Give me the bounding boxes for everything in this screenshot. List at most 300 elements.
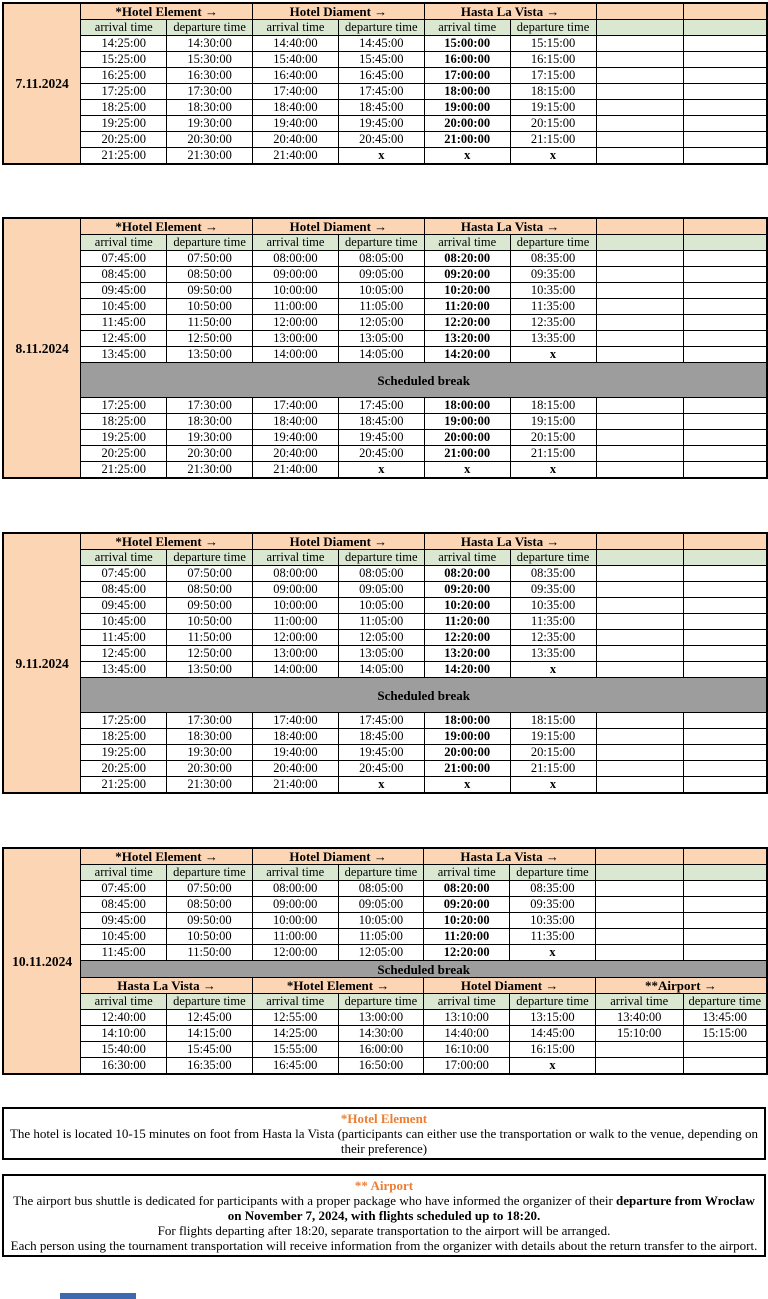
- time-cell: 08:50:00: [166, 897, 252, 913]
- hotel-header-cell: Hasta La Vista →: [424, 218, 596, 235]
- time-cell: 14:15:00: [166, 1026, 252, 1042]
- time-cell: 11:00:00: [253, 614, 339, 630]
- table-row: [3, 3, 767, 20]
- date-cell: 7.11.2024: [3, 3, 81, 164]
- time-cell: 20:40:00: [253, 132, 339, 148]
- time-cell: 12:55:00: [252, 1010, 338, 1026]
- subheader-cell: arrival time: [253, 20, 339, 36]
- table-row: [3, 745, 767, 761]
- empty-cell: [596, 116, 683, 132]
- table-row: [3, 865, 767, 881]
- empty-header-cell: [683, 3, 767, 20]
- note-airport-line2: For flights departing after 18:20, separate transportation to the airport will be arranged.: [157, 1223, 611, 1238]
- date-cell: 10.11.2024: [3, 848, 81, 1074]
- time-cell: 11:45:00: [81, 315, 167, 331]
- empty-header-cell: [683, 533, 767, 550]
- time-cell: 12:00:00: [253, 315, 339, 331]
- table-row: [3, 646, 767, 662]
- time-cell: 11:50:00: [167, 315, 253, 331]
- time-cell: 21:30:00: [167, 777, 253, 794]
- empty-cell: [683, 446, 767, 462]
- empty-cell: [595, 1042, 683, 1058]
- time-cell: 20:00:00: [424, 116, 510, 132]
- table-row: [3, 678, 767, 713]
- time-cell: 10:50:00: [167, 614, 253, 630]
- empty-cell: [683, 1042, 767, 1058]
- time-cell: 11:45:00: [81, 630, 167, 646]
- scheduled-break-cell: Scheduled break: [81, 961, 767, 978]
- time-cell: 17:40:00: [253, 398, 339, 414]
- empty-cell: [596, 347, 683, 363]
- table-row: [3, 994, 767, 1010]
- time-cell: x: [338, 148, 424, 165]
- time-cell: 16:15:00: [510, 1042, 596, 1058]
- subheader-cell: departure time: [338, 235, 424, 251]
- table-row: [3, 132, 767, 148]
- empty-cell: [596, 331, 683, 347]
- time-cell: 17:45:00: [338, 84, 424, 100]
- hotel-header-cell: Hotel Diament →: [253, 3, 425, 20]
- time-cell: 18:45:00: [338, 414, 424, 430]
- empty-cell: [596, 745, 683, 761]
- time-cell: 11:05:00: [338, 614, 424, 630]
- table-row: [3, 761, 767, 777]
- time-cell: 08:00:00: [253, 251, 339, 267]
- time-cell: 21:40:00: [253, 777, 339, 794]
- table-row: [3, 218, 767, 235]
- time-cell: 19:15:00: [510, 100, 596, 116]
- time-cell: 15:55:00: [252, 1042, 338, 1058]
- time-cell: 10:45:00: [81, 929, 167, 945]
- table-row: [3, 582, 767, 598]
- time-cell: 14:10:00: [81, 1026, 167, 1042]
- time-cell: 16:00:00: [338, 1042, 424, 1058]
- note-airport-intro: The airport bus shuttle is dedicated for participants with a proper package who have informed the organizer of their: [13, 1193, 617, 1208]
- time-cell: 17:30:00: [167, 398, 253, 414]
- time-cell: 09:50:00: [166, 913, 252, 929]
- empty-header-cell: [596, 218, 683, 235]
- time-cell: 08:35:00: [510, 566, 596, 582]
- time-cell: 15:15:00: [683, 1026, 767, 1042]
- time-cell: 20:25:00: [81, 446, 167, 462]
- time-cell: 11:00:00: [253, 299, 339, 315]
- hotel-header-cell: Hasta La Vista →: [424, 3, 596, 20]
- hotel-header-cell: Hotel Diament →: [253, 533, 425, 550]
- empty-cell: [596, 729, 683, 745]
- empty-header-cell: [596, 533, 683, 550]
- empty-subheader-cell: [595, 865, 683, 881]
- time-cell: 20:25:00: [81, 761, 167, 777]
- subheader-cell: departure time: [166, 865, 252, 881]
- time-cell: 12:40:00: [81, 1010, 167, 1026]
- time-cell: 16:00:00: [424, 52, 510, 68]
- time-cell: 21:15:00: [510, 761, 596, 777]
- empty-cell: [596, 267, 683, 283]
- empty-subheader-cell: [596, 20, 683, 36]
- empty-cell: [596, 315, 683, 331]
- time-cell: 19:40:00: [253, 116, 339, 132]
- table-row: [3, 929, 767, 945]
- empty-cell: [683, 347, 767, 363]
- time-cell: 19:40:00: [253, 430, 339, 446]
- time-cell: 13:45:00: [683, 1010, 767, 1026]
- empty-cell: [596, 430, 683, 446]
- time-cell: 14:40:00: [424, 1026, 510, 1042]
- time-cell: 14:25:00: [81, 36, 167, 52]
- time-cell: 21:00:00: [424, 446, 510, 462]
- time-cell: 18:25:00: [81, 100, 167, 116]
- time-cell: 11:20:00: [424, 299, 510, 315]
- time-cell: 13:05:00: [338, 331, 424, 347]
- empty-cell: [683, 331, 767, 347]
- table-row: [3, 251, 767, 267]
- time-cell: 12:45:00: [81, 331, 167, 347]
- time-cell: 08:05:00: [338, 566, 424, 582]
- time-cell: 12:35:00: [510, 630, 596, 646]
- time-cell: 21:30:00: [167, 148, 253, 165]
- time-cell: 13:00:00: [338, 1010, 424, 1026]
- time-cell: 15:40:00: [253, 52, 339, 68]
- time-cell: 19:00:00: [424, 414, 510, 430]
- table-row: [3, 116, 767, 132]
- time-cell: 14:05:00: [338, 662, 424, 678]
- subheader-cell: arrival time: [81, 865, 167, 881]
- empty-subheader-cell: [596, 550, 683, 566]
- time-cell: 18:00:00: [424, 398, 510, 414]
- empty-cell: [683, 582, 767, 598]
- time-cell: 12:35:00: [510, 315, 596, 331]
- time-cell: x: [510, 347, 596, 363]
- time-cell: 09:00:00: [253, 582, 339, 598]
- subheader-cell: arrival time: [595, 994, 683, 1010]
- time-cell: 14:30:00: [338, 1026, 424, 1042]
- time-cell: 15:15:00: [510, 36, 596, 52]
- time-cell: 10:20:00: [424, 598, 510, 614]
- empty-cell: [683, 713, 767, 729]
- time-cell: 10:45:00: [81, 299, 167, 315]
- time-cell: 07:45:00: [81, 251, 167, 267]
- time-cell: 19:25:00: [81, 430, 167, 446]
- time-cell: 13:20:00: [424, 331, 510, 347]
- time-cell: 09:20:00: [424, 267, 510, 283]
- time-cell: 08:45:00: [81, 267, 167, 283]
- table-row: [3, 961, 767, 978]
- time-cell: 13:45:00: [81, 347, 167, 363]
- subheader-cell: departure time: [510, 865, 596, 881]
- time-cell: 18:25:00: [81, 729, 167, 745]
- time-cell: 13:50:00: [167, 347, 253, 363]
- subheader-cell: departure time: [338, 865, 424, 881]
- empty-header-cell: [595, 848, 683, 865]
- subheader-cell: departure time: [167, 20, 253, 36]
- time-cell: x: [510, 1058, 596, 1075]
- time-cell: 15:40:00: [81, 1042, 167, 1058]
- subheader-cell: departure time: [510, 235, 596, 251]
- time-cell: 13:05:00: [338, 646, 424, 662]
- time-cell: 12:45:00: [81, 646, 167, 662]
- time-cell: 09:35:00: [510, 897, 596, 913]
- empty-header-cell: [683, 848, 767, 865]
- time-cell: 10:00:00: [252, 913, 338, 929]
- time-cell: 15:30:00: [167, 52, 253, 68]
- table-row: [3, 20, 767, 36]
- time-cell: 12:50:00: [167, 331, 253, 347]
- table-row: [3, 550, 767, 566]
- time-cell: 09:00:00: [252, 897, 338, 913]
- table-row: [3, 84, 767, 100]
- time-cell: 18:40:00: [253, 100, 339, 116]
- empty-cell: [683, 36, 767, 52]
- time-cell: 14:40:00: [253, 36, 339, 52]
- empty-cell: [596, 614, 683, 630]
- time-cell: 19:30:00: [167, 745, 253, 761]
- time-cell: 09:05:00: [338, 897, 424, 913]
- subheader-cell: departure time: [510, 550, 596, 566]
- time-cell: 21:15:00: [510, 446, 596, 462]
- empty-cell: [683, 299, 767, 315]
- time-cell: 11:35:00: [510, 929, 596, 945]
- empty-cell: [596, 777, 683, 794]
- empty-cell: [683, 881, 767, 897]
- time-cell: 12:50:00: [167, 646, 253, 662]
- time-cell: 13:00:00: [253, 646, 339, 662]
- empty-cell: [596, 414, 683, 430]
- empty-cell: [683, 116, 767, 132]
- time-cell: 13:45:00: [81, 662, 167, 678]
- table-row: [3, 148, 767, 165]
- time-cell: 08:20:00: [424, 881, 510, 897]
- table-row: [3, 881, 767, 897]
- empty-cell: [683, 414, 767, 430]
- time-cell: 16:30:00: [167, 68, 253, 84]
- empty-header-cell: [683, 218, 767, 235]
- empty-cell: [596, 462, 683, 479]
- time-cell: 16:25:00: [81, 68, 167, 84]
- time-cell: 10:05:00: [338, 913, 424, 929]
- hotel-header-cell: Hotel Diament →: [252, 848, 424, 865]
- subheader-cell: departure time: [167, 235, 253, 251]
- time-cell: 10:45:00: [81, 614, 167, 630]
- empty-cell: [596, 52, 683, 68]
- time-cell: 12:05:00: [338, 945, 424, 961]
- table-row: [3, 267, 767, 283]
- time-cell: 08:05:00: [338, 881, 424, 897]
- time-cell: 20:00:00: [424, 745, 510, 761]
- table-row: [3, 662, 767, 678]
- time-cell: 07:50:00: [167, 566, 253, 582]
- subheader-cell: arrival time: [81, 20, 167, 36]
- table-row: [3, 347, 767, 363]
- time-cell: 16:15:00: [510, 52, 596, 68]
- time-cell: 21:40:00: [253, 462, 339, 479]
- time-cell: x: [510, 148, 596, 165]
- empty-cell: [683, 68, 767, 84]
- time-cell: 18:45:00: [338, 100, 424, 116]
- subheader-cell: arrival time: [424, 550, 510, 566]
- empty-cell: [596, 761, 683, 777]
- time-cell: 19:45:00: [338, 430, 424, 446]
- time-cell: 20:15:00: [510, 745, 596, 761]
- time-cell: 17:00:00: [424, 68, 510, 84]
- time-cell: x: [510, 945, 596, 961]
- time-cell: 18:45:00: [338, 729, 424, 745]
- empty-cell: [683, 897, 767, 913]
- subheader-cell: arrival time: [253, 550, 339, 566]
- time-cell: 14:05:00: [338, 347, 424, 363]
- time-cell: 19:40:00: [253, 745, 339, 761]
- time-cell: 08:20:00: [424, 251, 510, 267]
- empty-cell: [596, 446, 683, 462]
- empty-cell: [596, 299, 683, 315]
- empty-cell: [683, 462, 767, 479]
- subheader-cell: departure time: [338, 20, 424, 36]
- table-row: [3, 630, 767, 646]
- time-cell: 15:45:00: [338, 52, 424, 68]
- time-cell: 10:05:00: [338, 283, 424, 299]
- empty-cell: [596, 662, 683, 678]
- cutoff-blue-cell: [60, 1293, 136, 1299]
- time-cell: 18:40:00: [253, 414, 339, 430]
- time-cell: 19:45:00: [338, 745, 424, 761]
- hotel-header-cell: Hasta La Vista →: [81, 978, 253, 994]
- subheader-cell: departure time: [338, 550, 424, 566]
- time-cell: 18:30:00: [167, 100, 253, 116]
- time-cell: 10:35:00: [510, 913, 596, 929]
- table-row: [3, 235, 767, 251]
- time-cell: 21:15:00: [510, 132, 596, 148]
- time-cell: 19:15:00: [510, 729, 596, 745]
- time-cell: 08:05:00: [338, 251, 424, 267]
- subheader-cell: departure time: [166, 994, 252, 1010]
- time-cell: 16:10:00: [424, 1042, 510, 1058]
- scheduled-break-cell: Scheduled break: [81, 678, 767, 713]
- empty-cell: [596, 713, 683, 729]
- table-row: [3, 978, 767, 994]
- hotel-header-cell: Hotel Diament →: [253, 218, 425, 235]
- scheduled-break-cell: Scheduled break: [81, 363, 767, 398]
- empty-cell: [683, 929, 767, 945]
- time-cell: 09:20:00: [424, 582, 510, 598]
- time-cell: 13:40:00: [595, 1010, 683, 1026]
- empty-cell: [596, 283, 683, 299]
- time-cell: 11:05:00: [338, 299, 424, 315]
- empty-cell: [595, 881, 683, 897]
- time-cell: 21:25:00: [81, 462, 167, 479]
- date-cell: 9.11.2024: [3, 533, 81, 793]
- hotel-header-cell: Hotel Diament →: [424, 978, 596, 994]
- time-cell: 08:00:00: [252, 881, 338, 897]
- time-cell: 11:35:00: [510, 299, 596, 315]
- hotel-header-cell: Hasta La Vista →: [424, 533, 596, 550]
- time-cell: 09:45:00: [81, 283, 167, 299]
- subheader-cell: departure time: [167, 550, 253, 566]
- empty-cell: [596, 148, 683, 165]
- time-cell: 08:35:00: [510, 251, 596, 267]
- time-cell: 09:35:00: [510, 582, 596, 598]
- table-row: [3, 1010, 767, 1026]
- time-cell: 20:15:00: [510, 116, 596, 132]
- empty-cell: [596, 68, 683, 84]
- time-cell: x: [424, 777, 510, 794]
- table-row: [3, 1058, 767, 1075]
- time-cell: 14:20:00: [424, 347, 510, 363]
- empty-cell: [683, 100, 767, 116]
- time-cell: 16:30:00: [81, 1058, 167, 1075]
- table-row: [3, 315, 767, 331]
- table-row: [3, 36, 767, 52]
- empty-cell: [683, 52, 767, 68]
- subheader-cell: arrival time: [424, 235, 510, 251]
- time-cell: 11:05:00: [338, 929, 424, 945]
- time-cell: 20:40:00: [253, 761, 339, 777]
- time-cell: 08:45:00: [81, 582, 167, 598]
- time-cell: 20:15:00: [510, 430, 596, 446]
- table-row: [3, 913, 767, 929]
- time-cell: x: [338, 777, 424, 794]
- empty-header-cell: [596, 3, 683, 20]
- time-cell: 14:30:00: [167, 36, 253, 52]
- time-cell: 11:20:00: [424, 614, 510, 630]
- empty-cell: [595, 929, 683, 945]
- time-cell: 10:50:00: [166, 929, 252, 945]
- time-cell: 21:00:00: [424, 761, 510, 777]
- time-cell: 07:45:00: [81, 566, 167, 582]
- time-cell: 19:45:00: [338, 116, 424, 132]
- empty-cell: [596, 646, 683, 662]
- time-cell: 08:20:00: [424, 566, 510, 582]
- time-cell: 20:30:00: [167, 132, 253, 148]
- time-cell: 10:00:00: [253, 598, 339, 614]
- subheader-cell: departure time: [683, 994, 767, 1010]
- table-row: [3, 945, 767, 961]
- time-cell: 10:35:00: [510, 283, 596, 299]
- time-cell: 15:00:00: [424, 36, 510, 52]
- empty-cell: [596, 36, 683, 52]
- time-cell: 18:30:00: [167, 414, 253, 430]
- time-cell: 16:50:00: [338, 1058, 424, 1075]
- time-cell: x: [424, 462, 510, 479]
- time-cell: 21:25:00: [81, 148, 167, 165]
- empty-cell: [683, 761, 767, 777]
- note-hotel-element: [2, 1107, 766, 1160]
- time-cell: 20:30:00: [167, 761, 253, 777]
- time-cell: 21:00:00: [424, 132, 510, 148]
- empty-cell: [683, 630, 767, 646]
- note-airport: [2, 1174, 766, 1257]
- time-cell: 09:20:00: [424, 897, 510, 913]
- time-cell: 18:30:00: [167, 729, 253, 745]
- empty-cell: [596, 251, 683, 267]
- time-cell: 15:25:00: [81, 52, 167, 68]
- hotel-header-cell: *Hotel Element →: [81, 533, 253, 550]
- time-cell: 12:20:00: [424, 315, 510, 331]
- empty-cell: [596, 100, 683, 116]
- time-cell: 13:10:00: [424, 1010, 510, 1026]
- time-cell: 20:45:00: [338, 132, 424, 148]
- time-cell: 20:00:00: [424, 430, 510, 446]
- time-cell: 17:25:00: [81, 398, 167, 414]
- table-row: [3, 331, 767, 347]
- time-cell: 18:40:00: [253, 729, 339, 745]
- time-cell: 16:45:00: [338, 68, 424, 84]
- subheader-cell: departure time: [338, 994, 424, 1010]
- time-cell: 19:30:00: [167, 430, 253, 446]
- empty-cell: [683, 315, 767, 331]
- time-cell: 21:30:00: [167, 462, 253, 479]
- time-cell: 21:40:00: [253, 148, 339, 165]
- time-cell: 19:25:00: [81, 745, 167, 761]
- subheader-cell: departure time: [510, 994, 596, 1010]
